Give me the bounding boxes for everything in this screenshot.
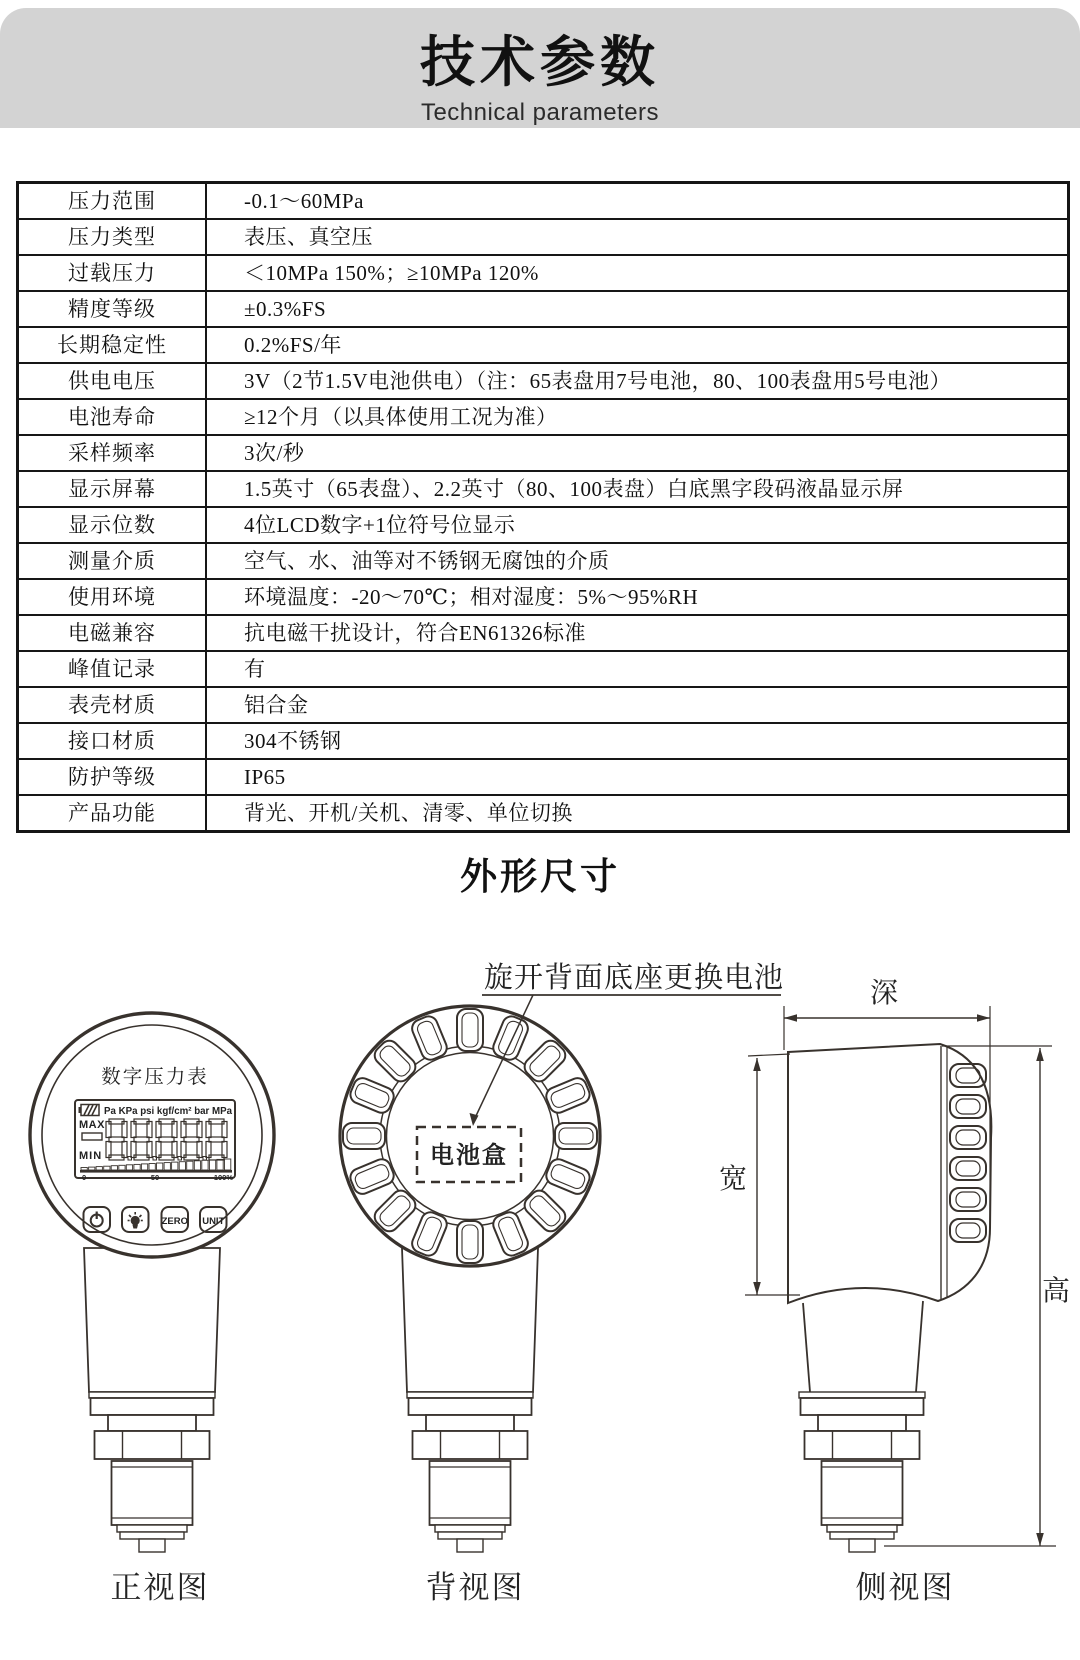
table-row [19, 758, 1067, 794]
row-value: 4位LCD数字+1位符号位显示 [244, 513, 516, 537]
table-row [19, 470, 1067, 506]
width-label: 宽 [718, 1163, 748, 1194]
table-row [19, 326, 1067, 362]
row-label: 电磁兼容 [19, 616, 207, 650]
row-label: 显示屏幕 [19, 472, 207, 506]
table-row [19, 578, 1067, 614]
table-row [19, 398, 1067, 434]
row-value: 3V（2节1.5V电池供电）（注：65表盘用7号电池，80、100表盘用5号电池） [244, 369, 952, 393]
lcd-min-label: MIN [79, 1150, 103, 1162]
row-label: 防护等级 [19, 760, 207, 794]
battery-box-label: 电池盒 [430, 1142, 508, 1169]
table-row [19, 650, 1067, 686]
lcd-unit-labels: Pa KPa psi kgf/cm² bar MPa [104, 1105, 233, 1117]
table-row [19, 254, 1067, 290]
depth-label: 深 [869, 977, 899, 1008]
height-label: 高 [1041, 1275, 1071, 1306]
row-value: 背光、开机/关机、清零、单位切换 [244, 801, 573, 825]
table-row [19, 686, 1067, 722]
zero-button-label: ZERO [161, 1216, 188, 1227]
lcd-scale-0: 0 [82, 1173, 87, 1182]
table-row [19, 542, 1067, 578]
table-row [19, 614, 1067, 650]
row-label: 压力类型 [19, 220, 207, 254]
row-label: 电池寿命 [19, 400, 207, 434]
outline-drawings [0, 930, 1080, 1660]
row-label: 测量介质 [19, 544, 207, 578]
unit-button-label: UNIT [202, 1216, 225, 1227]
row-label: 使用环境 [19, 580, 207, 614]
outline-section-heading: 外形尺寸 [460, 856, 620, 897]
row-value: 有 [244, 657, 266, 681]
table-row [19, 290, 1067, 326]
row-label: 峰值记录 [19, 652, 207, 686]
row-label: 精度等级 [19, 292, 207, 326]
row-value: 3次/秒 [244, 441, 305, 465]
row-value: 抗电磁干扰设计，符合EN61326标准 [244, 621, 586, 645]
row-label: 压力范围 [19, 184, 207, 218]
spec-table [16, 181, 1070, 833]
row-value: 304不锈钢 [244, 729, 342, 753]
front-view-caption: 正视图 [110, 1570, 210, 1605]
row-label: 供电电压 [19, 364, 207, 398]
lcd-scale-100: 100% [213, 1173, 233, 1182]
battery-annotation-text: 旋开背面底座更换电池 [484, 962, 785, 994]
page-subtitle: Technical parameters [420, 99, 660, 126]
row-label: 显示位数 [19, 508, 207, 542]
dial-title: 数字压力表 [101, 1066, 209, 1088]
row-label: 产品功能 [19, 796, 207, 830]
lcd-max-label: MAX [79, 1119, 105, 1131]
table-row [19, 362, 1067, 398]
side-view-caption: 侧视图 [855, 1570, 955, 1605]
lcd-scale-50: 50 [150, 1173, 160, 1182]
back-view-caption: 背视图 [425, 1570, 525, 1605]
row-value: -0.1～60MPa [244, 189, 364, 213]
row-label: 过载压力 [19, 256, 207, 290]
row-value: 铝合金 [244, 693, 309, 717]
row-value: 空气、水、油等对不锈钢无腐蚀的介质 [244, 549, 610, 573]
row-value: 0.2%FS/年 [244, 333, 342, 357]
table-row [19, 218, 1067, 254]
table-row [19, 794, 1067, 830]
side-view-drawing [719, 977, 1070, 1552]
row-label: 接口材质 [19, 724, 207, 758]
row-label: 长期稳定性 [19, 328, 207, 362]
row-value: ±0.3%FS [244, 297, 327, 321]
table-row [19, 506, 1067, 542]
table-row [19, 434, 1067, 470]
header-band [0, 8, 1080, 128]
table-row [19, 722, 1067, 758]
row-label: 表壳材质 [19, 688, 207, 722]
table-row [19, 184, 1067, 218]
back-view-drawing [340, 1006, 600, 1552]
row-label: 采样频率 [19, 436, 207, 470]
row-value: ≥12个月（以具体使用工况为准） [244, 405, 558, 429]
row-value: 环境温度：-20～70℃；相对湿度：5%～95%RH [244, 585, 699, 609]
front-view-drawing [30, 1013, 274, 1552]
row-value: ＜10MPa 150%；≥10MPa 120% [244, 261, 539, 285]
row-value: IP65 [244, 765, 286, 789]
row-value: 表压、真空压 [244, 225, 373, 249]
page-title: 技术参数 [419, 31, 660, 93]
row-value: 1.5英寸（65表盘）、2.2英寸（80、100表盘）白底黑字段码液晶显示屏 [244, 477, 904, 501]
